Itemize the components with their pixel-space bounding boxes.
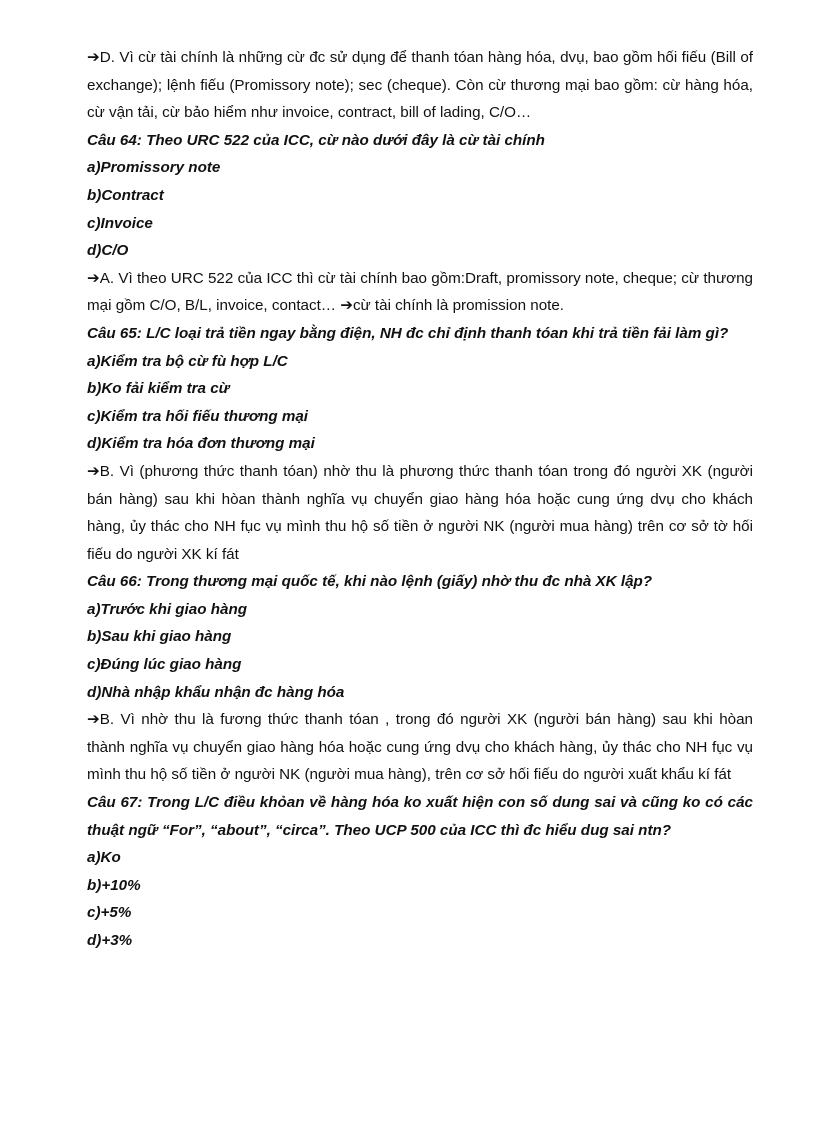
option-64-d: d)C/O (87, 242, 129, 260)
option-64-a: a)Promissory note (87, 159, 221, 177)
option-65-a: a)Kiểm tra bộ cừ fù hợp L/C (87, 352, 288, 370)
option-67-b: b)+10% (87, 876, 141, 894)
option-67-a: a)Ko (87, 849, 121, 867)
option-66-a: a)Trước khi giao hàng (87, 600, 248, 618)
arrow-icon: ➔ (87, 461, 100, 480)
answer-explanation-66: ➔B. Vì nhờ thu là fương thức thanh tóan , trong đó người XK (người bán hàng) sau khi hòan thành nghĩa vụ chuyển giao hàng hóa hoặc cung ứng dvụ cho khách hàng, ủy thác cho NH fục vụ mình thu hộ số tiền ở người NK (người mua hàng), trên cơ sở hối fiếu do người xuất khẩu kí fát (87, 710, 753, 784)
question-65: Câu 65: L/C loại trả tiền ngay bằng điện, NH đc chỉ định thanh tóan khi trả tiền fải làm gì? (87, 324, 729, 342)
question-64: Câu 64: Theo URC 522 của ICC, cừ nào dưới đây là cừ tài chính (87, 131, 545, 149)
document-page (87, 44, 753, 955)
option-66-c: c)Đúng lúc giao hàng (87, 656, 242, 674)
option-67-d: d)+3% (87, 932, 133, 949)
option-65-c: c)Kiểm tra hối fiếu thương mại (87, 407, 309, 425)
answer-explanation-63: ➔D. Vì cừ tài chính là những cừ đc sử dụng để thanh tóan hàng hóa, dvụ, bao gồm hối fiếu (Bill of exchange); lệnh fiếu (Promissory note); sec (cheque). Còn cừ thương mại bao gồm: cừ hàng hóa, cừ vận tải, cừ bảo hiểm như invoice, contract, bill of lading, C/O… (87, 48, 753, 122)
option-65-b: b)Ko fải kiểm tra cừ (87, 380, 230, 398)
arrow-icon: ➔ (87, 268, 100, 287)
option-67-c: c)+5% (87, 904, 132, 922)
option-66-b: b)Sau khi giao hàng (87, 628, 232, 646)
option-65-d: d)Kiểm tra hóa đơn thương mại (87, 435, 315, 453)
arrow-icon: ➔ (87, 710, 100, 729)
question-66: Câu 66: Trong thương mại quốc tế, khi nào lệnh (giấy) nhờ thu đc nhà XK lập? (87, 573, 653, 591)
question-67: Câu 67: Trong L/C điều khỏan về hàng hóa ko xuất hiện con số dung sai và cũng ko có các thuật ngữ “For”, “about”, “circa”. Theo UCP 500 của ICC thì đc hiểu dug sai ntn? (87, 794, 753, 839)
option-64-c: c)Invoice (87, 214, 153, 232)
arrow-icon: ➔ (87, 48, 100, 66)
option-66-d: d)Nhà nhập khẩu nhận đc hàng hóa (87, 683, 345, 701)
answer-explanation-64: ➔A. Vì theo URC 522 của ICC thì cừ tài chính bao gồm:Draft, promissory note, cheque; cừ thương mại gồm C/O, B/L, invoice, contact… ➔cừ tài chính là promission note. (87, 268, 753, 315)
option-64-b: b)Contract (87, 186, 164, 204)
answer-explanation-65: ➔B. Vì (phương thức thanh tóan) nhờ thu là phương thức thanh tóan trong đó người XK (người bán hàng) sau khi hòan thành nghĩa vụ chuyển giao hàng hóa hoặc cung ứng dvụ cho khách hàng, ủy thác cho NH fục vụ mình thu hộ số tiền ở người NK (người mua hàng) trên cơ sở tờ hối fiếu do người XK kí fát (87, 461, 753, 563)
